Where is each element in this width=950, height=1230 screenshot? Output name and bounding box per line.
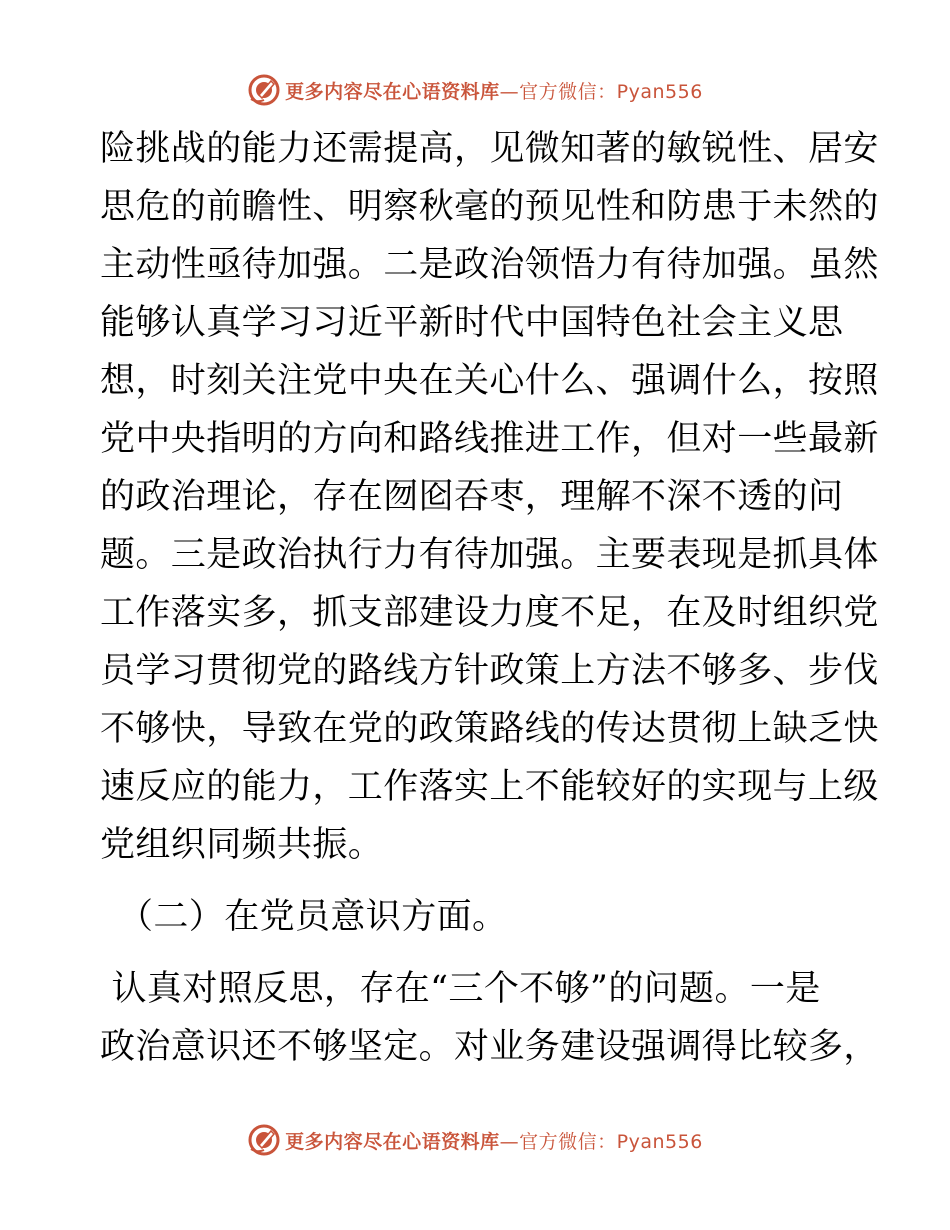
pen-seal-icon [247,73,281,107]
body-line: 政治意识还不够坚定。对业务建设强调得比较多， [100,1027,879,1067]
body-line: 思危的前瞻性、明察秋毫的预见性和防患于未然的 [100,187,879,227]
body-line: 题。三是政治执行力有待加强。主要表现是抓具体 [100,535,879,575]
watermark-wechat: 官方微信：Pyan556 [519,1130,703,1153]
watermark-wechat: 官方微信：Pyan556 [519,80,703,103]
body-line: 险挑战的能力还需提高，见微知著的敏锐性、居安 [100,129,879,169]
body-line: 党中央指明的方向和路线推进工作，但对一些最新 [100,419,879,459]
pen-seal-icon [247,1123,281,1157]
watermark-site: 更多内容尽在心语资料库 [285,1130,500,1153]
section-heading: （二）在党员意识方面。 [118,897,508,937]
watermark-text [285,1127,703,1154]
body-line: 不够快，导致在党的政策路线的传达贯彻上缺乏快 [100,709,879,749]
body-line: 认真对照反思，存在“三个不够”的问题。一是 [100,969,821,1009]
body-line: 员学习贯彻党的路线方针政策上方法不够多、步伐 [100,651,879,691]
body-line: 党组织同频共振。 [100,825,384,865]
watermark-site: 更多内容尽在心语资料库 [285,80,500,103]
body-line: 主动性亟待加强。二是政治领悟力有待加强。虽然 [100,245,879,285]
body-line: 的政治理论，存在囫囵吞枣，理解不深不透的问 [100,477,844,517]
body-line: 速反应的能力，工作落实上不能较好的实现与上级 [100,767,879,807]
watermark-text [285,77,703,104]
footer-watermark [0,1122,950,1158]
document-body [100,120,879,1076]
body-line: 工作落实多，抓支部建设力度不足，在及时组织党 [100,593,879,633]
body-line: 想，时刻关注党中央在关心什么、强调什么，按照 [100,361,879,401]
watermark-separator: — [499,80,520,103]
body-line: 能够认真学习习近平新时代中国特色社会主义思 [100,303,844,343]
watermark-separator: — [499,1130,520,1153]
header-watermark [0,72,950,108]
